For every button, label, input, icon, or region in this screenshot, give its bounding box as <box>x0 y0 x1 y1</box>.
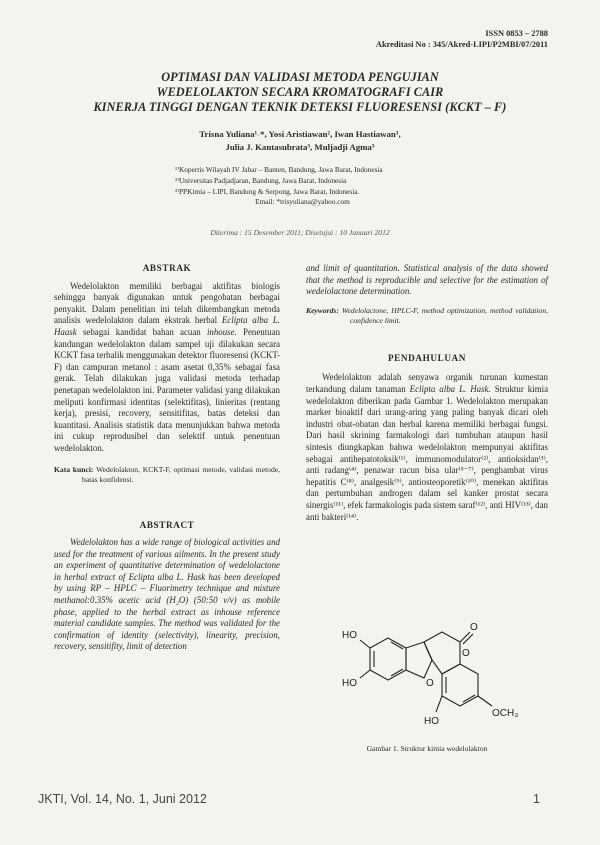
abstract-paragraph: Wedelolakton has a wide range of biological activities and used for the treatment of various ailments. In the present study an experiment of quantitative determination of wedelolactone in herbal extract of Eclipta alba L. Hask has been developed by using RP – HPLC – Fluorimetry technique and mixture methanol:0.35% acetic acid (H₂O) (50:50 v/v) as mobile phase, applied to the herbal extract as inhouse reference material candidate samples. The method was validated for the confirmation of identity (selectivity), linearity, precision, recovery, sensitifity, limit of detection <box>54 537 280 652</box>
affiliation-3: ³⁾PPKimia – LIPI, Bandung & Serpong, Jawa Barat, Indonesia. <box>175 186 360 196</box>
title-line-3: KINERJA TINGGI DENGAN TEKNIK DETEKSI FLUORESENSI (KCKT – F) <box>93 100 507 114</box>
lactone-o-label: O <box>462 648 470 659</box>
authors-line-1: Trisna Yuliana¹˒*, Yosi Aristiawan², Iwan Hastiawan³, <box>199 129 401 139</box>
journal-citation: JKTI, Vol. 14, No. 1, Juni 2012 <box>38 792 207 806</box>
abstrak-heading: ABSTRAK <box>142 263 192 273</box>
carbonyl-o-label: O <box>470 622 478 633</box>
journal-header <box>376 28 548 50</box>
kata-kunci-label: Kata kunci: <box>54 464 94 474</box>
pendahuluan-species: Eclipta alba L. Hask. <box>409 383 491 394</box>
received-accepted-dates: Diterima : 15 Desember 2011; Disetujui : 10 Januari 2012 <box>210 228 390 237</box>
authors-line-2: Julia J. Kantasubrata³, Muljadji Agma³ <box>225 142 375 152</box>
abstrak-text-1: Wedelolakton memiliki berbagai aktifitas biologis sehingga banyak digunakan untuk pengobatan berbagai penyakit. Dalam penelitian ini telah dikembangkan metoda analisis wedelolakton dalam ekstrak herbal <box>54 280 280 326</box>
page-number: 1 <box>533 792 540 806</box>
abstrak-text-3: Penentuan kandungan wedelolakton dalam sampel uji dilakukan secara KCKT fasa terbalik menggunakan detektor fluoresensi (KCKT-F) dan campuran metanol : asam asetat 0,35% sebagai fasa gerak. Telah dilakukan juga validasi metoda terhadap penetapan wedelolakton ini. Parameter validasi yang dilakukan meliputi konfirmasi identitas (selektifitas), linieritas (rentang kerja), presisi, recovery, sensitifitas, batas deteksi dan kuantitasi. Analisis statistik data menunjukkan bahwa metoda ini cukup reprodusibel dan selektif untuk penentuan wedelolakton. <box>54 326 281 453</box>
affiliation-2: ²⁾Universitas Padjadjaran, Bandung, Jawa Barat, Indonesia <box>175 175 347 185</box>
abstrak-text-2: sebagai kandidat bahan acuan <box>82 326 201 337</box>
right-column <box>306 263 548 523</box>
ring-pyranone <box>424 632 460 674</box>
wedelolactone-structure <box>340 620 530 740</box>
paper-title <box>40 70 560 115</box>
ring-a <box>370 638 406 680</box>
keywords-label: Keywords: <box>306 305 339 315</box>
keywords-text: Wedelolactone, HPLC-F, method optimization, method validation, confidence limit. <box>341 305 548 326</box>
ho-left-label: HO <box>342 678 357 689</box>
authors <box>60 128 540 154</box>
accreditation: Akreditasi No : 345/Akred-LIPI/P2MBI/07/2011 <box>375 40 548 49</box>
och3-label: OCH₃ <box>492 708 519 719</box>
abstract-heading: ABSTRACT <box>139 519 195 530</box>
pendahuluan-paragraph <box>306 372 548 523</box>
keywords <box>306 306 548 327</box>
ring-c <box>442 664 478 706</box>
affiliation-1: ¹⁾Kopertis Wilayah IV Jabar – Banten, Bandung, Jawa Barat, Indonesia <box>175 165 383 174</box>
ho-top-label: HO <box>342 630 357 641</box>
abstract-paragraph-continued: and limit of quantitation. Statistical analysis of the data showed that the method is reproducible and selective for the estimation of wedelolactone determination. <box>306 263 548 297</box>
pendahuluan-heading: PENDAHULUAN <box>387 352 467 363</box>
title-line-2: WEDELOLAKTON SECARA KROMATOGRAFI CAIR <box>156 85 444 99</box>
abstrak-paragraph <box>54 281 280 455</box>
page-footer <box>38 792 540 806</box>
pendahuluan-text-1: Wedelolakton adalah senyawa organik turunan kumestan terkandung dalam tanaman <box>306 372 548 394</box>
ring-furan <box>406 642 432 678</box>
author-email: Email: *trisyuliana@yahoo.com <box>255 197 350 207</box>
issn: ISSN 0853 – 2788 <box>485 29 548 38</box>
abstrak-inhouse: inhouse. <box>206 326 237 337</box>
kata-kunci <box>54 465 280 486</box>
abstrak-species: Eclipta alba L. Haask <box>54 315 281 337</box>
figure-caption: Gambar 1. Struktur kimia wedelolakton <box>366 744 488 753</box>
oh-bottom-label: HO <box>424 716 439 727</box>
furan-o-label: O <box>426 678 434 689</box>
title-line-1: OPTIMASI DAN VALIDASI METODA PENGUJIAN <box>161 70 439 84</box>
abstrak-section <box>54 263 280 653</box>
pendahuluan-text-2: Struktur kimia wedelolakton diberikan pada Gambar 1. Wedelolakton merupakan marker bioaktif dari urang-aring yang paling banyak dicari oleh industri obat-obatan dan herbal karena memiliki berbagai fungsi. Dari hasil skrining farmakologi dari tumbuhan ataupun hasil sintesis diungkapkan bahwa wedelolakton mempunyai aktifitas sebagai antihepatotoksik⁽¹⁾, immunomodulator⁽²⁾, antioksidan⁽³⁾, anti radang⁽⁴⁾, penawar racun bisa ular⁽⁵⁻⁷⁾, penghambat virus hepatitis C⁽⁸⁾, analgesik⁽⁹⁾, antiosteoporetik⁽¹⁰⁾, menekan aktifitas dan pertumbuhan androgen dalam sel kanker prostat secara sinergis⁽¹¹⁾, efek farmakologis pada sistem saraf⁽¹²⁾, anti HIV⁽¹³⁾, dan anti bakteri⁽¹⁴⁾. <box>306 383 549 522</box>
affiliations <box>175 165 475 208</box>
kata-kunci-text: Wedelolakton, KCKT-F, optimasi metode, validasi metode, batas konfidensi. <box>82 464 281 484</box>
